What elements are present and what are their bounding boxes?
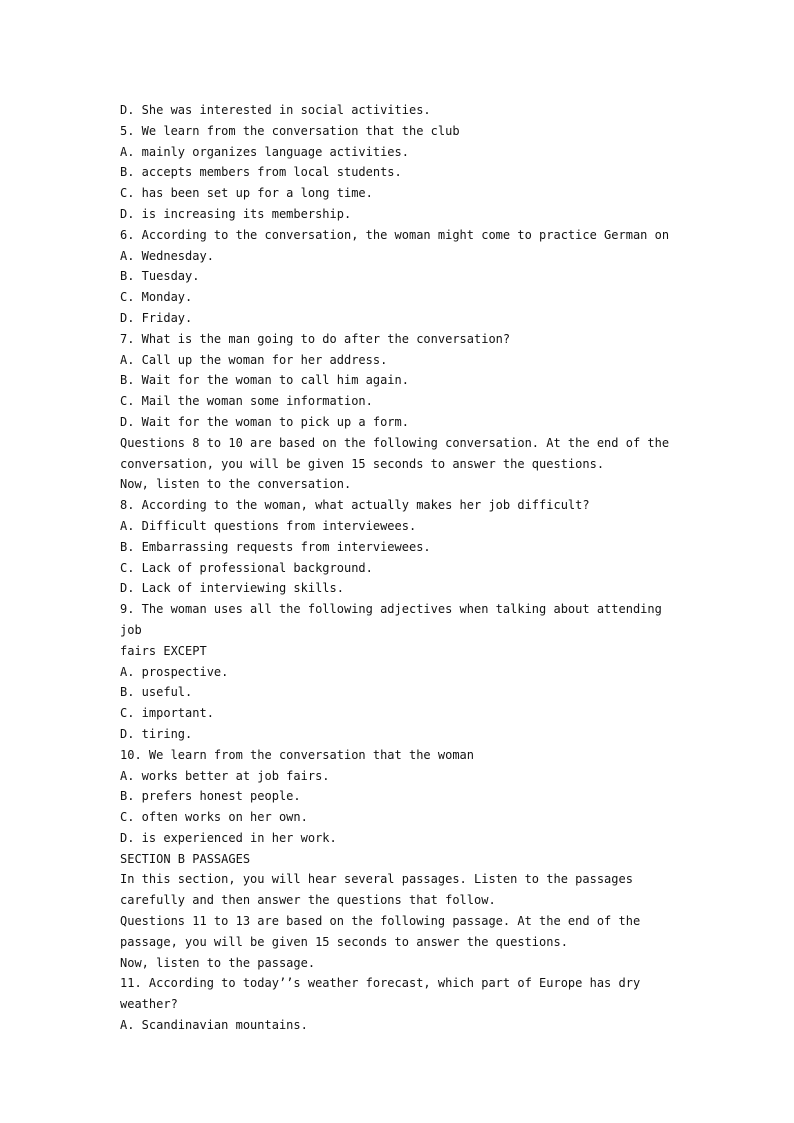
text-line: C. has been set up for a long time. xyxy=(120,186,373,201)
text-line: A. Difficult questions from interviewees. xyxy=(120,518,417,533)
text-line: D. Wait for the woman to pick up a form. xyxy=(120,414,409,429)
text-line: C. important. xyxy=(120,706,214,721)
text-line: B. Embarrassing requests from interviewees. xyxy=(120,539,431,554)
text-line: 10. We learn from the conversation that the woman xyxy=(120,747,475,762)
text-line: C. Monday. xyxy=(120,290,193,305)
text-line: weather? xyxy=(120,997,178,1012)
text-line: Now, listen to the conversation. xyxy=(120,477,352,492)
text-line: D. tiring. xyxy=(120,726,193,741)
text-line: 7. What is the man going to do after the conversation? xyxy=(120,331,511,346)
text-line: B. Tuesday. xyxy=(120,269,200,284)
text-line: 11. According to today’’s weather forecast, which part of Europe has dry xyxy=(120,976,641,991)
text-line: In this section, you will hear several passages. Listen to the passages xyxy=(120,872,633,887)
text-line: D. Friday. xyxy=(120,310,193,325)
text-line: fairs EXCEPT xyxy=(120,643,207,658)
text-line: B. useful. xyxy=(120,685,193,700)
text-line: Questions 11 to 13 are based on the following passage. At the end of the xyxy=(120,914,641,929)
text-line: C. Mail the woman some information. xyxy=(120,394,373,409)
text-line: B. prefers honest people. xyxy=(120,789,301,804)
text-line: A. mainly organizes language activities. xyxy=(120,144,409,159)
text-line: D. is experienced in her work. xyxy=(120,830,337,845)
text-line: A. Scandinavian mountains. xyxy=(120,1018,308,1033)
text-line: SECTION B PASSAGES xyxy=(120,851,251,866)
text-line: 8. According to the woman, what actually makes her job difficult? xyxy=(120,498,590,513)
text-line: A. prospective. xyxy=(120,664,229,679)
text-line: A. Call up the woman for her address. xyxy=(120,352,388,367)
text-line: 5. We learn from the conversation that the club xyxy=(120,123,460,138)
text-line: A. Wednesday. xyxy=(120,248,214,263)
text-line: D. Lack of interviewing skills. xyxy=(120,581,344,596)
text-line: passage, you will be given 15 seconds to answer the questions. xyxy=(120,934,568,949)
text-line: D. is increasing its membership. xyxy=(120,206,352,221)
document-body xyxy=(120,100,680,1036)
text-line: B. accepts members from local students. xyxy=(120,165,402,180)
text-line: carefully and then answer the questions that follow. xyxy=(120,893,496,908)
text-line: conversation, you will be given 15 seconds to answer the questions. xyxy=(120,456,605,471)
text-line: Now, listen to the passage. xyxy=(120,955,316,970)
text-line: C. Lack of professional background. xyxy=(120,560,373,575)
text-line: B. Wait for the woman to call him again. xyxy=(120,373,409,388)
text-line: A. works better at job fairs. xyxy=(120,768,330,783)
text-line: Questions 8 to 10 are based on the following conversation. At the end of the xyxy=(120,435,670,450)
text-line: 9. The woman uses all the following adjectives when talking about attending job xyxy=(120,602,670,637)
text-line: 6. According to the conversation, the woman might come to practice German on xyxy=(120,227,670,242)
text-line: D. She was interested in social activities. xyxy=(120,103,431,117)
text-line: C. often works on her own. xyxy=(120,810,308,825)
